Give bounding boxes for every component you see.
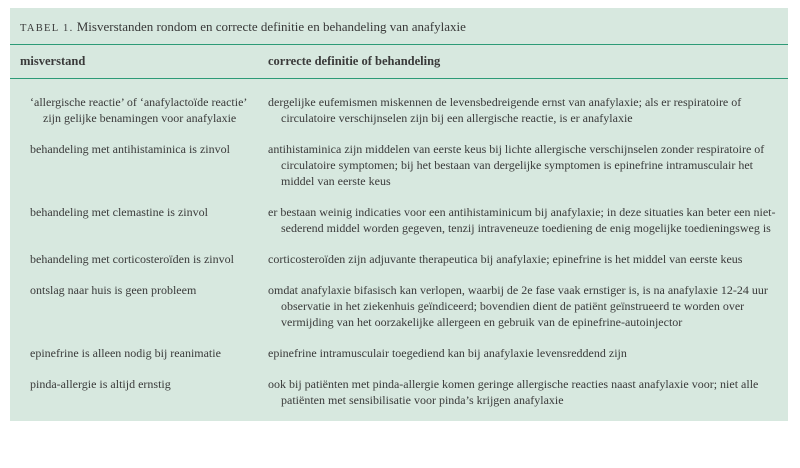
cell-misverstand: epinefrine is alleen nodig bij reanimatie	[30, 346, 221, 360]
cell-misverstand: behandeling met corticosteroïden is zinvol	[30, 252, 234, 266]
table-row	[10, 345, 788, 361]
table-body	[10, 94, 788, 408]
table-header-row	[10, 45, 788, 78]
cell-misverstand: behandeling met clemastine is zinvol	[30, 205, 208, 219]
column-header-misverstand: misverstand	[20, 54, 86, 68]
cell-misverstand: ‘allergische reactie’ of ‘anafylactoïde reactie’ zijn gelijke benamingen voor anafylaxie	[30, 95, 247, 125]
table-row	[10, 94, 788, 126]
cell-correcte-definitie: dergelijke eufemismen miskennen de levensbedreigende ernst van anafylaxie; als er respiratoire of circulatoire verschijnselen zijn bij een allergische reactie, is er anafylaxie	[268, 95, 742, 125]
cell-correcte-definitie: omdat anafylaxie bifasisch kan verlopen, waarbij de 2e fase vaak ernstiger is, is na anafylaxie 12-24 uur observatie in het ziekenhuis geïndiceerd; bovendien dient de patiënt geïnstrueerd te worden over vermijding van het oorzakelijke allergeen en gebruik van de epinefrine-autoinjector	[268, 283, 768, 329]
cell-misverstand: behandeling met antihistaminica is zinvol	[30, 142, 230, 156]
table-row	[10, 204, 788, 236]
table-title	[10, 8, 788, 44]
cell-correcte-definitie: epinefrine intramusculair toegediend kan bij anafylaxie levensreddend zijn	[268, 346, 627, 360]
column-header-correcte-definitie: correcte definitie of behandeling	[268, 54, 441, 68]
table-row	[10, 251, 788, 267]
cell-correcte-definitie: corticosteroïden zijn adjuvante therapeutica bij anafylaxie; epinefrine is het middel van eerste keus	[268, 252, 743, 266]
table-row	[10, 282, 788, 330]
table-row	[10, 141, 788, 189]
cell-misverstand: ontslag naar huis is geen probleem	[30, 283, 197, 297]
table-row	[10, 376, 788, 408]
table-1-block	[10, 8, 788, 421]
cell-correcte-definitie: er bestaan weinig indicaties voor een antihistaminicum bij anafylaxie; in deze situaties kan beter een niet-sederend middel worden gegeven, tenzij intraveneuze toediening de enig mogelijke toedieningsweg is	[268, 205, 776, 235]
table-title-text: Misverstanden rondom en correcte definitie en behandeling van anafylaxie	[76, 19, 466, 34]
cell-misverstand: pinda-allergie is altijd ernstig	[30, 377, 171, 391]
cell-correcte-definitie: ook bij patiënten met pinda-allergie komen geringe allergische reacties naast anafylaxie voor; niet alle patiënten met sensibilisatie voor pinda’s krijgen anafylaxie	[268, 377, 759, 407]
table-number-label: TABEL 1.	[20, 23, 74, 34]
cell-correcte-definitie: antihistaminica zijn middelen van eerste keus bij lichte allergische verschijnselen zonder respiratoire of circulatoire symptomen; bij het bestaan van dergelijke symptomen is epinefrine intramusculair het middel van eerste keus	[268, 142, 765, 188]
header-rule	[10, 78, 788, 79]
